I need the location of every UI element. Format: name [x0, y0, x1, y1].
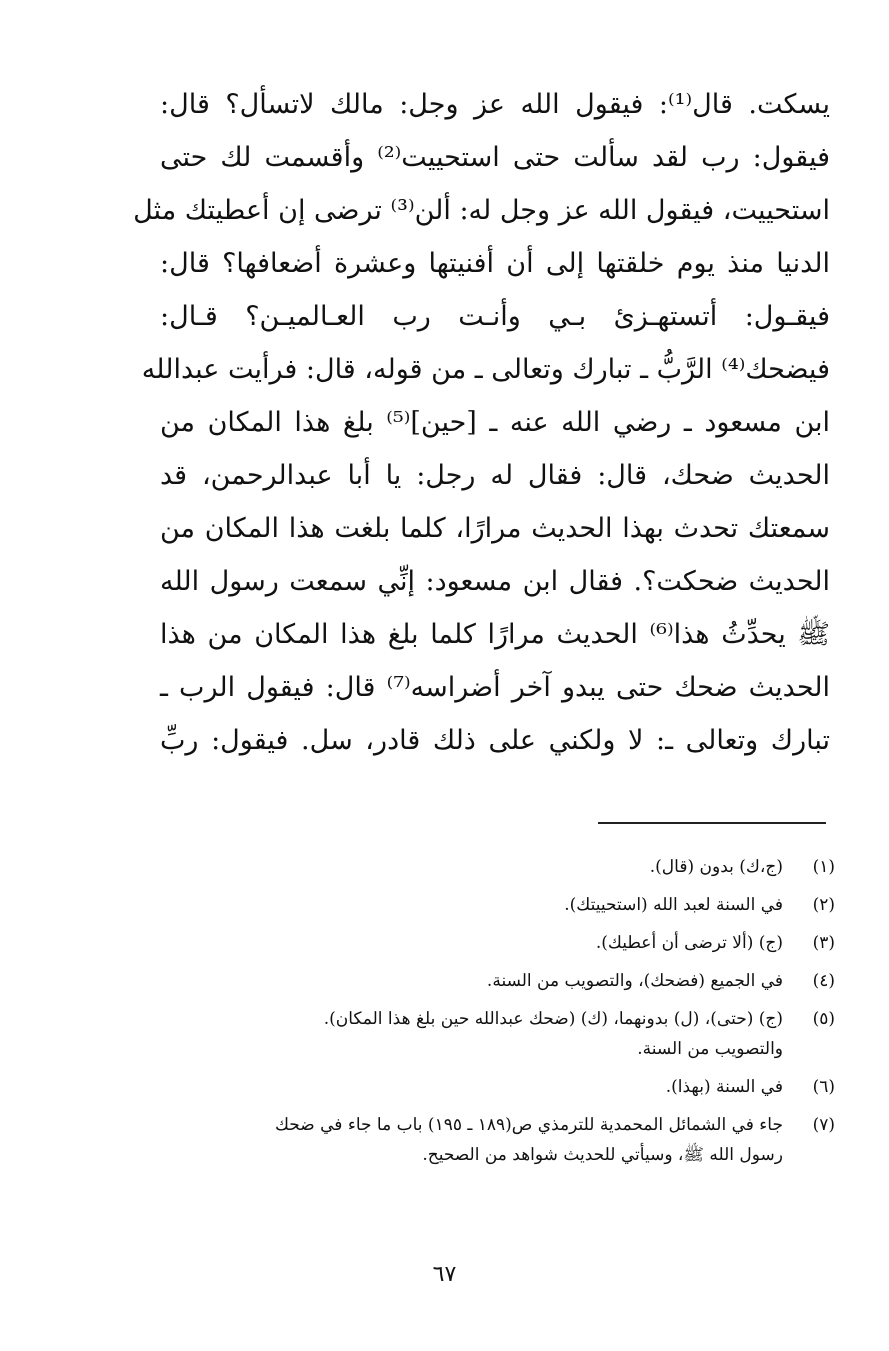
footnote-number: (٤) [812, 971, 835, 991]
footnote-number: (٢) [812, 895, 835, 915]
main-text-line: استحييت، فيقول الله عز وجل له: ألن⁽³⁾ ترضى إن أعطيتك مثل [133, 195, 830, 226]
main-text-line: الحديث ضحك، قال: فقال له رجل: يا أبا عبدالرحمن، قد [160, 460, 830, 491]
footnote-3 [160, 928, 835, 958]
main-text-line: فيضحك⁽⁴⁾ الرَّبُّ ـ تبارك وتعالى ـ من قوله، قال: فرأيت عبدالله [141, 354, 830, 385]
main-text-line: فيقـول: أتستهـزئ بـي وأنـت رب العـالميـن؟ قـال: [160, 301, 830, 332]
footnotes [160, 852, 835, 1178]
main-text-line: الحديث ضحكت؟. فقال ابن مسعود: إنِّي سمعت رسول الله [160, 566, 830, 597]
footnote-separator [598, 822, 826, 824]
footnote-number: (٧) [812, 1115, 835, 1135]
footnote-number: (٥) [812, 1009, 835, 1029]
footnote-number: (٦) [812, 1077, 835, 1097]
footnote-number: (٣) [812, 933, 835, 953]
footnote-text: (ج) (حتى)، (ل) بدونهما، (ك) (ضحك عبدالله حين بلغ هذا المكان). [323, 1009, 783, 1029]
footnote-text: جاء في الشمائل المحمدية للترمذي ص(١٨٩ ـ ١٩٥) باب ما جاء في ضحك [274, 1115, 783, 1135]
main-text-line: ابن مسعود ـ رضي الله عنه ـ [حين]⁽⁵⁾ بلغ هذا المكان من [160, 407, 831, 438]
main-text-line: يسكت. قال⁽¹⁾: فيقول الله عز وجل: مالك لاتسأل؟ قال: [160, 89, 830, 120]
footnote-2 [160, 890, 835, 920]
main-text-line: الحديث ضحك حتى يبدو آخر أضراسه⁽⁷⁾ قال: فيقول الرب ـ [160, 672, 830, 703]
footnote-text-continuation: والتصويب من السنة. [637, 1039, 783, 1059]
footnote-5 [160, 1004, 835, 1064]
footnote-4 [160, 966, 835, 996]
footnote-text: في الجميع (فضحك)، والتصويب من السنة. [486, 971, 783, 991]
page-number: ٦٧ [432, 1262, 457, 1287]
footnote-text-continuation: رسول الله ﷺ، وسيأتي للحديث شواهد من الصحيح. [422, 1145, 783, 1165]
footnote-text: (ج،ك) بدون (قال). [649, 857, 783, 877]
main-text-body [133, 78, 831, 767]
main-text-line: الدنيا منذ يوم خلقتها إلى أن أفنيتها وعشرة أضعافها؟ قال: [160, 248, 830, 279]
main-text-line: تبارك وتعالى ـ: لا ولكني على ذلك قادر، سل. فيقول: ربِّ [160, 725, 830, 756]
footnote-1 [160, 852, 835, 882]
footnote-text: في السنة لعبد الله (استحييتك). [564, 895, 783, 915]
footnote-text: في السنة (بهذا). [665, 1077, 783, 1097]
footnote-number: (١) [812, 857, 835, 877]
main-text-line: ﷺ يحدِّثُ هذا⁽⁶⁾ الحديث مرارًا كلما بلغ هذا المكان من هذا [160, 619, 830, 650]
footnote-6 [160, 1072, 835, 1102]
footnote-text: (ج) (ألا ترضى أن أعطيك). [595, 933, 783, 953]
main-text-line: فيقول: رب لقد سألت حتى استحييت⁽²⁾ وأقسمت لك حتى [160, 142, 831, 173]
footnote-7 [160, 1110, 835, 1170]
main-text-line: سمعتك تحدث بهذا الحديث مرارًا، كلما بلغت هذا المكان من [160, 513, 830, 544]
